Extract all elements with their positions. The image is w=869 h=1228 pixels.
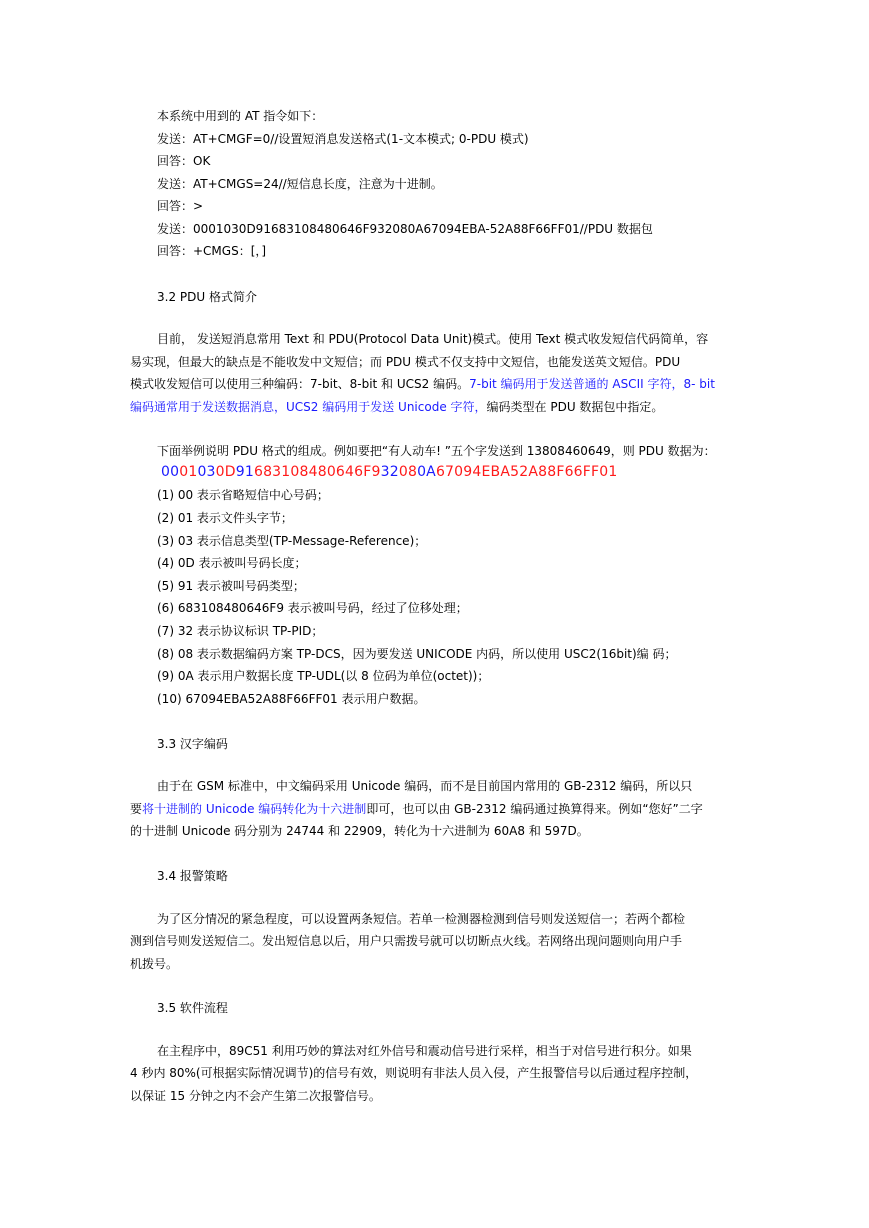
section-heading-3-3: 3.3 汉字编码 — [157, 737, 228, 751]
s33-line-3: 的十进制 Unicode 码分别为 24744 和 22909，转化为十六进制为 60A8 和 597D。 — [130, 824, 589, 838]
s35-line-2: 4 秒内 80%(可根据实际情况调节)的信号有效，则说明有非法人员入侵，产生报警信号以后通过程序控制， — [130, 1066, 698, 1080]
s32-line-3-text: 模式收发短信可以使用三种编码：7-bit、8-bit 和 UCS2 编码。 — [130, 377, 470, 391]
section-heading-3-4: 3.4 报警策略 — [157, 869, 228, 883]
s33-line-2 — [130, 798, 703, 820]
at-send-cmgf: 发送：AT+CMGF=0//设置短消息发送格式(1-文本模式; 0-PDU 模式) — [157, 132, 529, 146]
s34-line-1: 为了区分情况的紧急程度，可以设置两条短信。若单一检测器检测到信号则发送短信一；若两个都检 — [157, 912, 686, 926]
pdu-list-item: (3) 03 表示信息类型(TP-Message-Reference)； — [157, 534, 427, 548]
pdu-part-first-octet: 01 — [179, 464, 198, 480]
s32-paragraph-line-1: 目前， 发送短消息常用 Text 和 PDU(Protocol Data Unit)模式。使用 Text 模式收发短信代码简单，容 — [157, 332, 709, 346]
section-heading-3-5: 3.5 软件流程 — [157, 1001, 228, 1015]
pdu-list-item: (5) 91 表示被叫号码类型； — [157, 579, 305, 593]
pdu-part-tp-udl: 0A — [417, 464, 436, 480]
pdu-part-tp-dcs: 08 — [398, 464, 418, 480]
s32-paragraph-line-2: 易实现，但最大的缺点是不能收发中文短信；而 PDU 模式不仅支持中文短信，也能发送英文短信。PDU — [130, 355, 681, 369]
s35-line-3: 以保证 15 分钟之内不会产生第二次报警信号。 — [130, 1089, 381, 1103]
s32-paragraph-line-4 — [130, 396, 663, 418]
pdu-list-item: (8) 08 表示数据编码方案 TP-DCS，因为要发送 UNICODE 内码，所以使用 USC2(16bit)编 码； — [157, 647, 677, 661]
pdu-list-item: (6) 683108480646F9 表示被叫号码，经过了位移处理； — [157, 601, 468, 615]
s32-example-intro: 下面举例说明 PDU 格式的组成。例如要把“有人动车! ”五个字发送到 13808460649，则 PDU 数据为： — [157, 444, 716, 458]
pdu-part-sca: 00 — [161, 464, 180, 480]
section-heading-3-2: 3.2 PDU 格式简介 — [157, 290, 257, 304]
s33-line-2-end: 即可，也可以由 GB-2312 编码通过换算得来。例如“您好”二字 — [366, 802, 703, 816]
pdu-list-item: (10) 67094EBA52A88F66FF01 表示用户数据。 — [157, 692, 426, 706]
pdu-part-tp-mr: 03 — [197, 464, 216, 480]
s32-line-3-highlight: 7-bit 编码用于发送普通的 ASCII 字符，8- bit — [469, 377, 715, 391]
pdu-list-item: (1) 00 表示省略短信中心号码； — [157, 488, 329, 502]
at-send-pdu: 发送：0001030D91683108480646F932080A67094EBA-52A88F66FF01//PDU 数据包 — [157, 222, 653, 236]
at-reply-prompt: 回答：> — [157, 199, 204, 213]
at-send-cmgs: 发送：AT+CMGS=24//短信息长度，注意为十进制。 — [157, 177, 443, 191]
pdu-part-da-number: 683108480646F9 — [253, 464, 381, 480]
pdu-list-item: (7) 32 表示协议标识 TP-PID； — [157, 624, 324, 638]
at-reply-cmgs: 回答：+CMGS：[，] — [157, 244, 267, 258]
pdu-list-item: (9) 0A 表示用户数据长度 TP-UDL(以 8 位码为单位(octet))； — [157, 669, 490, 683]
at-intro: 本系统中用到的 AT 指令如下： — [157, 109, 324, 123]
pdu-part-da-type: 91 — [235, 464, 254, 480]
pdu-example-string — [161, 461, 618, 483]
pdu-part-da-length: 0D — [215, 464, 236, 480]
pdu-part-tp-pid: 32 — [380, 464, 399, 480]
at-reply-ok: 回答：OK — [157, 154, 211, 168]
s34-line-2: 测到信号则发送短信二。发出短信息以后，用户只需拨号就可以切断点火线。若网络出现问题则向用户手 — [130, 934, 683, 948]
s33-line-2-highlight: 将十进制的 Unicode 编码转化为十六进制 — [142, 802, 367, 816]
s33-line-2-start: 要 — [130, 802, 143, 816]
pdu-part-tp-ud: 67094EBA52A88F66FF01 — [435, 464, 618, 480]
s33-line-1: 由于在 GSM 标准中，中文编码采用 Unicode 编码，而不是目前国内常用的 GB-2312 编码，所以只 — [157, 779, 693, 793]
s32-line-4-highlight: 编码通常用于发送数据消息，UCS2 编码用于发送 Unicode 字符， — [130, 400, 487, 414]
pdu-list-item: (4) 0D 表示被叫号码长度； — [157, 556, 307, 570]
pdu-list-item: (2) 01 表示文件头字节； — [157, 511, 293, 525]
s34-line-3: 机拨号。 — [130, 957, 179, 971]
s35-line-1: 在主程序中，89C51 利用巧妙的算法对红外信号和震动信号进行采样，相当于对信号进行积分。如果 — [157, 1044, 692, 1058]
s32-paragraph-line-3 — [130, 373, 715, 395]
s32-line-4-text: 编码类型在 PDU 数据包中指定。 — [486, 400, 664, 414]
